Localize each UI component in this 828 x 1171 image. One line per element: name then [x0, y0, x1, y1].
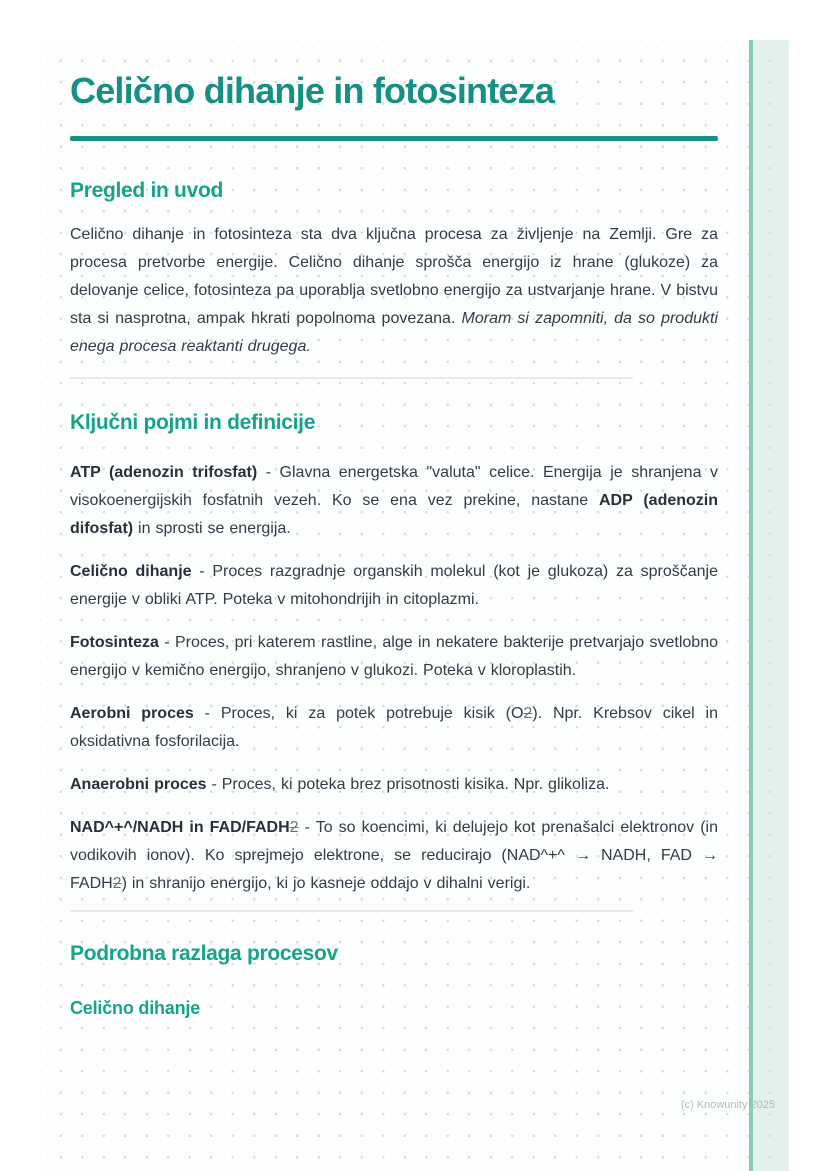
- definition-atp: ATP (adenozin trifosfat) - Glavna energetska "valuta" celice. Energija je shranjena v visokoenergijskih fosfatnih vezeh. Ko se ena vez prekine, nastane ADP (adenozin difosfat) in sprosti se energija.: [70, 464, 719, 537]
- definition-nad-fad: NAD^+^/NADH in FAD/FADH2 - To so koencimi, ki delujejo kot prenašalci elektronov (in vodikovih ionov). Ko sprejmejo elektrone, se reducirajo (NAD^+^ → NADH, FAD → FADH2) in shranijo energijo, ki jo kasneje oddajo v dihalni verigi.: [70, 819, 719, 892]
- page-edge-accent-strip: [749, 40, 789, 1171]
- definition-anaerobic-process: Anaerobni proces - Proces, ki poteka brez prisotnosti kisika. Npr. glikoliza.: [70, 776, 610, 793]
- document-page: [40, 40, 789, 1171]
- document-content: [70, 40, 718, 1019]
- copyright-footer: (c) Knowunity 2025: [680, 1099, 775, 1111]
- section-heading-key-terms: Ključni pojmi in definicije: [70, 411, 316, 434]
- title-underline-rule: [70, 136, 718, 141]
- section-divider: [70, 377, 633, 379]
- section-heading-overview: Pregled in uvod: [70, 179, 224, 202]
- section-heading-detailed-explanation: Podrobna razlaga procesov: [70, 942, 338, 965]
- page-title: Celično dihanje in fotosinteza: [70, 70, 555, 111]
- subsection-heading-cellular-respiration: Celično dihanje: [70, 998, 201, 1018]
- section-divider: [70, 910, 633, 912]
- definition-aerobic-process: Aerobni proces - Proces, ki za potek potrebuje kisik (O2). Npr. Krebsov cikel in oksidativna fosforilacija.: [70, 705, 719, 750]
- definition-photosynthesis: Fotosinteza - Proces, pri katerem rastline, alge in nekatere bakterije pretvarjajo svetlobno energijo v kemično energijo, shranjeno v glukozi. Poteka v kloroplastih.: [70, 634, 718, 679]
- definition-cellular-respiration: Celično dihanje - Proces razgradnje organskih molekul (kot je glukoza) za sproščanje energije v obliki ATP. Poteka v mitohondrijih in citoplazmi.: [70, 563, 719, 608]
- overview-paragraph: Celično dihanje in fotosinteza sta dva ključna procesa za življenje na Zemlji. Gre za procesa pretvorbe energije. Celično dihanje sprošča energijo iz hrane (glukoze) za delovanje celice, fotosinteza pa uporablja svetlobno energijo za ustvarjanje hrane. V bistvu sta si nasprotna, ampak hkrati popolnoma povezana. Moram si zapomniti, da so produkti enega procesa reaktanti drugega.: [70, 226, 718, 355]
